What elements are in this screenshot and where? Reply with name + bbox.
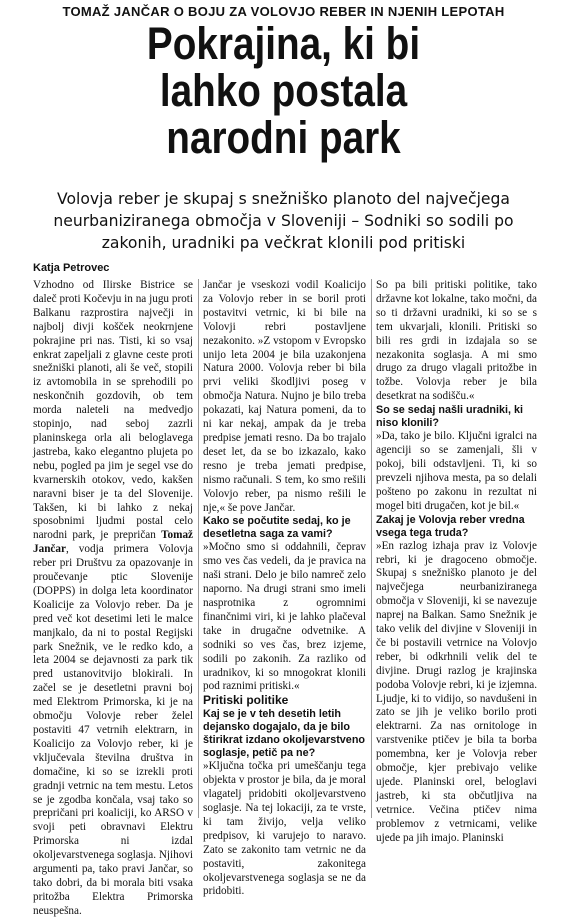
interview-question: Kako se počutite sedaj, ko je desetletna saga za vami?	[203, 515, 351, 541]
interview-question: Zakaj je Volovja reber vredna vsega tega truda?	[376, 513, 525, 539]
column-divider	[371, 279, 372, 818]
article-kicker: TOMAŽ JANČAR O BOJU ZA VOLOVJO REBER IN NJENIH LEPOTAH	[62, 4, 505, 19]
body-paragraph: »En razlog izhaja prav iz Volovje rebri, ki je dragoceno območje. Skupaj s snežniško planoto je del največjega neurbaniziranega območja v Sloveniji, ki se navezuje naprej na Balkan. Samo Snežnik je tako velik del divjine v Sloveniji in če bi postavili vetrnice na Volovjo reber, bi odkrhnili velik del te divjine. Drugi razlog je krajinska podoba Volovje rebri, ki je izjemna. Ljudje, ki to vidijo, so navdušeni in zato se jih je veliko borilo proti elektrarni. Za nas ornitologe in varstvenike ptičev je bila ta borba pomembna, ker je Volovja reber območje, kjer prebivajo velike ujede. Planinski orel, beloglavi jastreb, ki sta občutljiva na vetrnice. Večina ptičev nima problemov z vetrnicami, velike ujede pa jih imajo. Planinski	[376, 539, 537, 844]
article-column-3	[376, 279, 537, 844]
article-column-2	[203, 279, 366, 898]
author-byline: Katja Petrovec	[33, 262, 110, 274]
interview-question: Kaj se je v teh desetih letih dejansko dogajalo, da je bilo štirikrat izdano okoljevarstveno soglasje, petič pa ne?	[203, 708, 366, 760]
headline-line-1: Pokrajina, ki bi	[146, 18, 421, 69]
deck-line-2: neurbaniziranega območja v Sloveniji – Sodniki so sodili po	[53, 212, 514, 230]
body-paragraph: »Ključna točka pri umeščanju tega objekta v prostor je bila, da je moral vlagatelj pridobiti okoljevarstveno soglasje. Na tej lokaciji, za te vrste, ki tam živijo, velja veliko predpisov, ki varujejo to naravo. Zato se zakonito tam vetrnic ne da postaviti, zakonitega okoljevarstvenega soglasja se ne da pridobiti.	[203, 760, 366, 898]
deck-line-1: Volovja reber je skupaj s snežniško planoto del največjega	[57, 190, 510, 208]
article-headline	[40, 20, 528, 161]
body-paragraph: Jančar je vseskozi vodil Koalicijo za Volovjo reber in se boril proti postavitvi vetrnic, ki bi bile na Volovji rebri postavljene nezakonito. »Z vstopom v Evropsko unijo leta 2004 je bila uzakonjena Natura 2000. Volovja reber bi bila prvi veliki škodljivi poseg v območja Natura. Nujno je bilo treba pokazati, kaj Natura pomeni, da to ni kar nekaj, ampak da je treba predpise jemati resno. Da bo trajalo deset let, da se bo izkazalo, kako resno je treba jemati predpise, nismo računali. S tem, ko smo rešili Volovjo reber, pa nismo rešili le nje,« še pove Jančar.	[203, 279, 366, 514]
body-paragraph: »Da, tako je bilo. Ključni igralci na agenciji so se zamenjali, šli v pokoj, bili odstavljeni. Ti, ki so prevzeli njihova mesta, pa so delali pošteno po zakonu in rezultat ni mogel biti drugačen, kot je bil.«	[376, 430, 537, 512]
interviewee-name: Tomaž Jančar	[33, 529, 193, 556]
interview-question: So se sedaj našli uradniki, ki niso klonili?	[376, 404, 524, 430]
deck-line-3: zakonih, uradniki pa večkrat klonili pod pritiski	[101, 234, 466, 252]
body-paragraph: »Močno smo si oddahnili, čeprav smo ves čas vedeli, da je pravica na naši strani. Delo je bilo namreč zelo naporno. Na drugi strani smo imeli nasprotnika z ogromnimi finančnimi viri, ki je lahko plačeval take in drugačne odvetnike. A sodniki so ves čas, brez izjeme, sodili po zakonih. Za razliko od uradnikov, ki so mnogokrat klonili pod raznimi pritiski.«	[203, 541, 366, 693]
headline-line-2: lahko postala	[159, 65, 408, 116]
headline-line-3: narodni park	[166, 112, 401, 163]
body-paragraph: Vzhodno od Ilirske Bistrice se daleč proti Kočevju in na jugu proti Balkanu razprostira največji in najbolj divji košček neokrnjene pokrajine pri nas. Tisti, ki so vsaj enkrat zapeljali z glavne ceste proti snežniški planoti, ali še več, stopili iz avtomobila in se sprehodili po neskončnih gozdovih, ob tem morda naleteli na medvedjo stopinjo, nad seboj zazrli planinskega orla ali beloglavega jastreba, kako elegantno plujeta po nebu, pogled pa jim je segel vse do kvarnerskih otokov, vedo, kakšen naravni biser je ta del Slovenije. Takšen, ki bi lahko z nekaj sposobnimi ljudmi postal celo narodni park, je prepričan Tomaž Jančar, vodja primera Volovja reber pri Društvu za opazovanje in proučevanje ptic Slovenije (DOPPS) in dolga leta koordinator Koalicije za Volovjo reber. Da je pred več kot desetimi leti le malce manjkalo, da ni to postal Regijski park Snežnik, ve le redko kdo, a leta 2004 se dejavnosti za park tik pred ustanovitvijo blokirali. In začel se je desetletni pravni boj med Elektrom Primorska, ki je na območju Volovje reber želel postaviti 47 vetrnih elektrarn, in Koalicijo za Volovjo reber, ki je vključevala številna društva in domačine, ki so se izrekli proti gradnji vetrnic na tem mestu. Letos se je zgodba končala, vsaj tako so prepričani pri koaliciji, ko ARSO v svoji peti obravnavi Elektru Primorska ni izdal okoljevarstvenega soglasja. Njihovi argumenti pa, tako pravi Jančar, so tako dobri, da bi morala biti vsaka pritožba Elektra Primorska neuspešna.	[33, 279, 194, 917]
column-divider	[198, 279, 199, 818]
section-subheading: Pritiski politike	[203, 693, 289, 708]
article-column-1	[33, 279, 194, 917]
body-paragraph: So pa bili pritiski politike, tako državne kot lokalne, tako močni, da so ti državni uradniki, ki so se s tem ukvarjali, klonili. Pritiski so bili res grdi in izdajala so se nezakonita soglasja. A mi smo drugo za drugo vlagali pritožbe in tožbe. Volovja reber je bila desetkrat na sodišču.«	[376, 279, 537, 403]
article-deck	[0, 188, 567, 254]
